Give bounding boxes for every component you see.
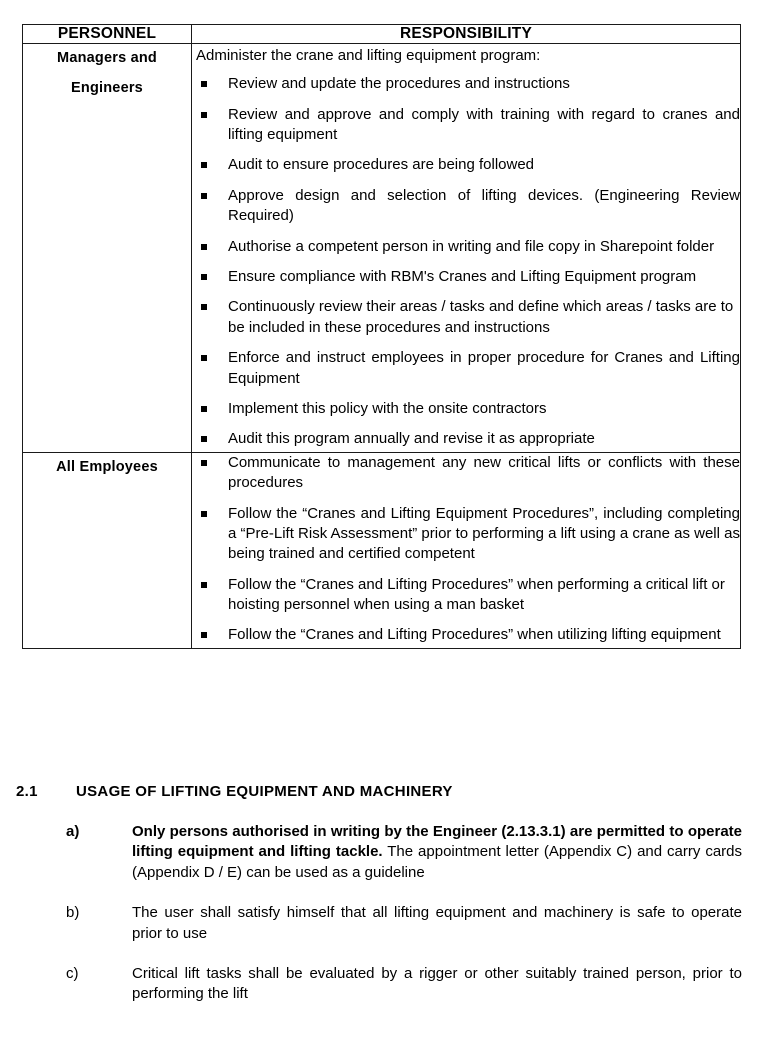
list-item <box>192 429 740 449</box>
table-row <box>23 452 741 648</box>
list-item <box>192 105 740 146</box>
personnel-label-managers-engineers <box>23 44 192 453</box>
square-bullet-icon <box>201 162 207 168</box>
table-header-row <box>23 25 741 44</box>
section-title: USAGE OF LIFTING EQUIPMENT AND MACHINERY <box>76 783 453 800</box>
square-bullet-icon <box>201 355 207 361</box>
square-bullet-icon <box>201 406 207 412</box>
clause-text: The user shall satisfy himself that all lifting equipment and machinery is safe to operate prior to use <box>132 904 742 942</box>
list-item <box>192 575 740 616</box>
responsibility-cell-managers-engineers <box>192 44 741 453</box>
list-item-text: Continuously review their areas / tasks and define which areas / tasks are to be included in these procedures and instructions <box>228 298 734 336</box>
list-item <box>192 348 740 389</box>
responsibility-bullet-list <box>192 74 740 449</box>
list-item-text: Approve design and selection of lifting devices. (Engineering Review Required) <box>228 186 740 225</box>
clause-list <box>66 822 742 1025</box>
personnel-label-line2: Engineers <box>71 79 143 96</box>
square-bullet-icon <box>201 112 207 118</box>
clause-a <box>66 822 742 883</box>
personnel-label-line1: Managers and <box>57 50 157 66</box>
column-header-personnel: PERSONNEL <box>23 25 192 44</box>
list-item <box>192 297 740 338</box>
list-item-text: Authorise a competent person in writing and file copy in Sharepoint folder <box>228 237 715 255</box>
list-item <box>192 186 740 227</box>
personnel-label-line1: All Employees <box>56 458 158 475</box>
column-header-responsibility: RESPONSIBILITY <box>192 25 741 44</box>
list-item-text: Follow the “Cranes and Lifting Procedures” when utilizing lifting equipment <box>228 626 721 644</box>
clause-c <box>66 964 742 1005</box>
list-item <box>192 453 740 494</box>
clause-marker: b) <box>66 904 80 922</box>
list-item <box>192 625 740 645</box>
list-item <box>192 267 740 287</box>
square-bullet-icon <box>201 81 207 87</box>
list-item-text: Review and update the procedures and instructions <box>228 75 570 93</box>
list-item <box>192 237 740 257</box>
section-heading <box>16 783 736 800</box>
square-bullet-icon <box>201 511 207 517</box>
square-bullet-icon <box>201 244 207 250</box>
table-body <box>23 44 741 649</box>
square-bullet-icon <box>201 460 207 466</box>
responsibility-intro: Administer the crane and lifting equipment program: <box>196 47 541 64</box>
list-item <box>192 399 740 419</box>
square-bullet-icon <box>201 436 207 442</box>
list-item <box>192 504 740 565</box>
table-row <box>23 44 741 453</box>
responsibility-cell-all-employees <box>192 452 741 648</box>
responsibility-bullet-list <box>192 453 740 646</box>
clause-marker: a) <box>66 823 80 840</box>
list-item <box>192 155 740 175</box>
square-bullet-icon <box>201 632 207 638</box>
list-item-text: Audit this program annually and revise it as appropriate <box>228 430 595 448</box>
clause-text: Critical lift tasks shall be evaluated by a rigger or other suitably trained person, prior to performing the lift <box>132 964 742 1003</box>
list-item-text: Review and approve and comply with training with regard to cranes and lifting equipment <box>228 105 740 144</box>
list-item-text: Implement this policy with the onsite contractors <box>228 399 547 417</box>
list-item-text: Ensure compliance with RBM's Cranes and Lifting Equipment program <box>228 267 697 285</box>
clause-b <box>66 903 742 944</box>
list-item-text: Audit to ensure procedures are being followed <box>228 156 535 174</box>
table-header <box>23 25 741 44</box>
responsibility-table <box>22 24 741 649</box>
list-item <box>192 74 740 94</box>
list-item-text: Follow the “Cranes and Lifting Equipment Procedures”, including completing a “Pre-Lift Risk Assessment” prior to performing a lift using a crane as well as being trained and certified competent <box>228 504 740 563</box>
clause-marker: c) <box>66 964 79 982</box>
square-bullet-icon <box>201 304 207 310</box>
square-bullet-icon <box>201 193 207 199</box>
section-number: 2.1 <box>16 783 38 800</box>
list-item-text: Communicate to management any new critical lifts or conflicts with these procedures <box>228 453 740 492</box>
square-bullet-icon <box>201 582 207 588</box>
clause-text: The appointment letter (Appendix C) and carry cards (Appendix D / E) can be used as a guideline <box>132 843 742 881</box>
personnel-label-all-employees <box>23 452 192 648</box>
clause-bold-text: Only persons authorised in writing by the Engineer (2.13.3.1) are permitted to operate lifting equipment and lifting tackle. <box>132 823 742 861</box>
list-item-text: Follow the “Cranes and Lifting Procedures” when performing a critical lift or hoisting personnel when using a man basket <box>228 575 725 614</box>
square-bullet-icon <box>201 274 207 280</box>
list-item-text: Enforce and instruct employees in proper procedure for Cranes and Lifting Equipment <box>228 349 740 387</box>
